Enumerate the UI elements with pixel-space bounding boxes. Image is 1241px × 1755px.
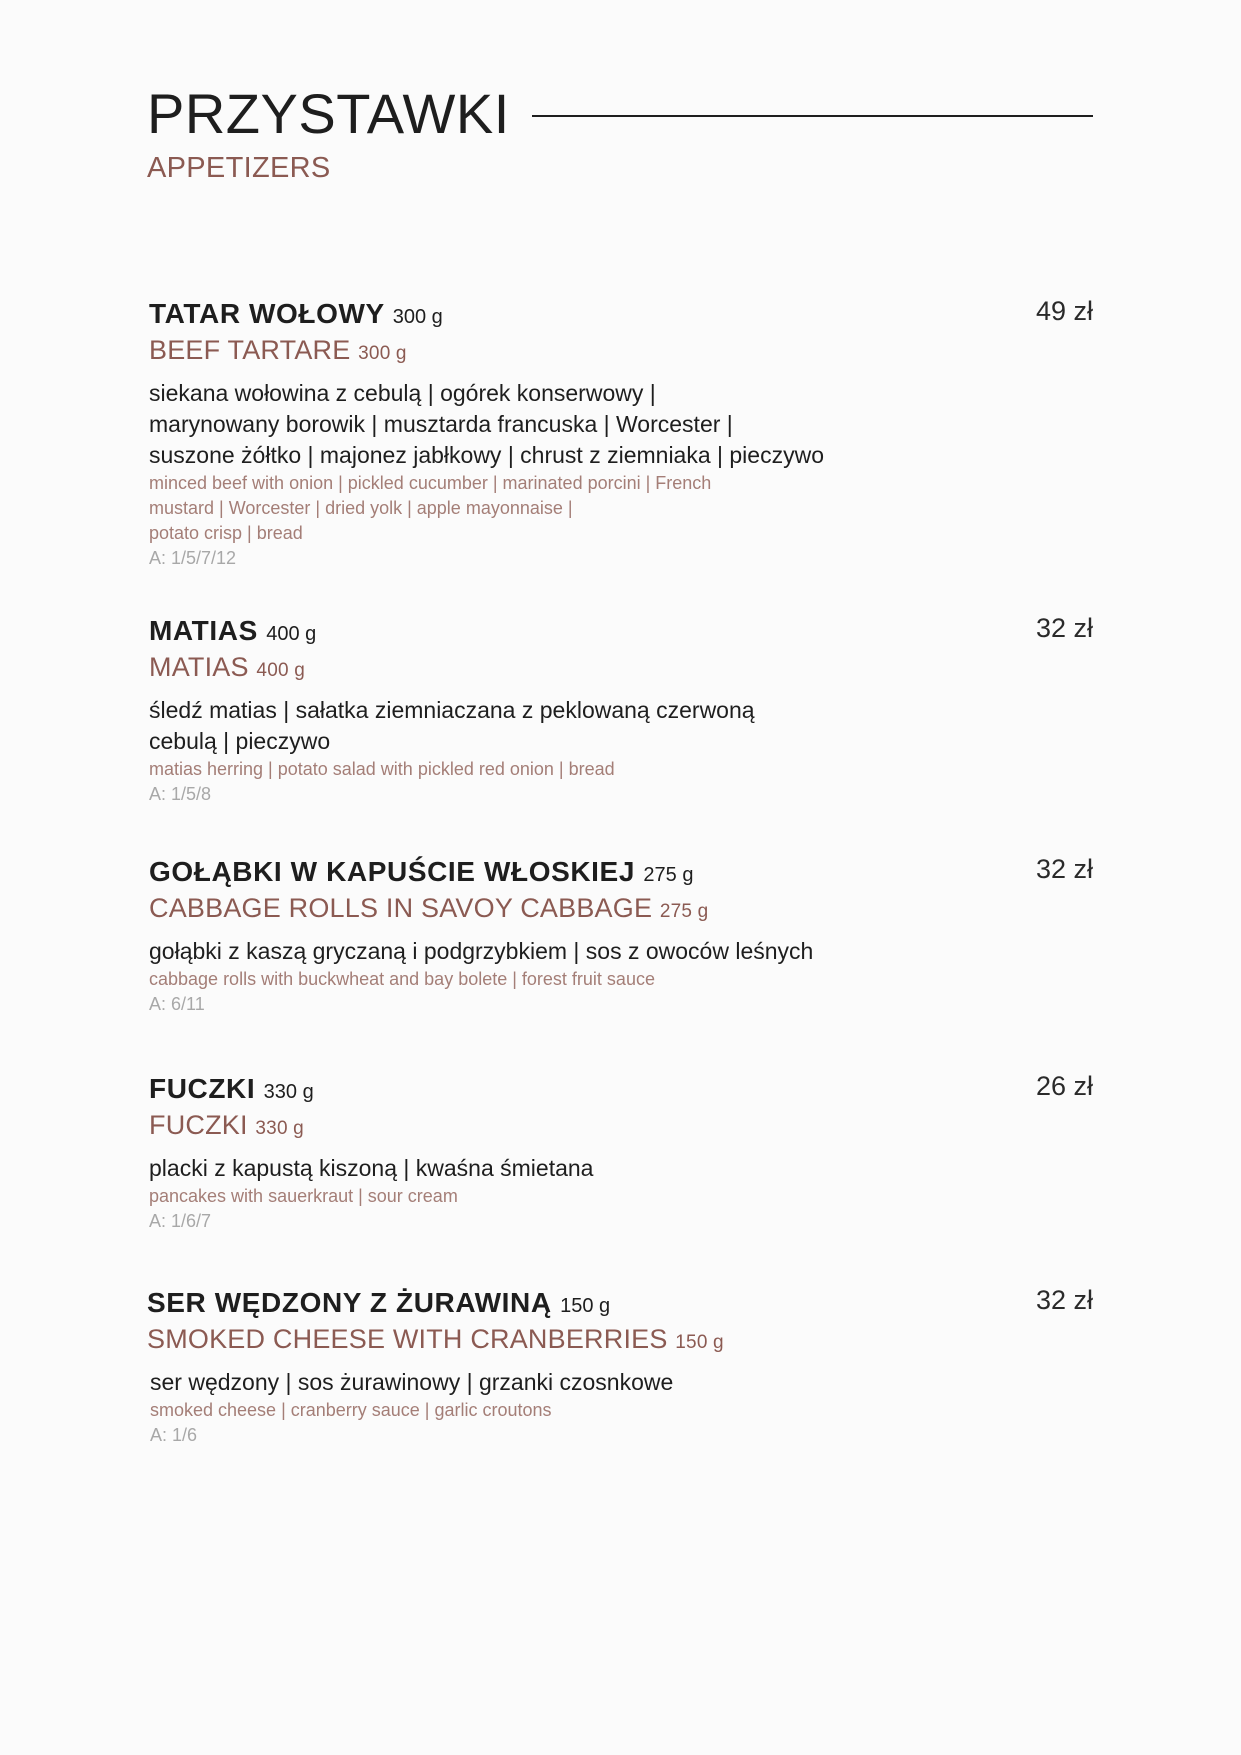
- dish-price: 32 zł: [1035, 1285, 1093, 1315]
- description-line: pancakes with sauerkraut | sour cream: [149, 1186, 458, 1206]
- menu-item: [149, 1073, 1093, 1234]
- dish-name-pl: [147, 1287, 610, 1319]
- dish-name-en: [149, 1110, 1093, 1141]
- dish-weight: 150 g: [560, 1295, 611, 1317]
- dish-name-pl: [149, 298, 443, 330]
- dish-description-en: [149, 471, 769, 546]
- dish-description-pl: [149, 695, 849, 757]
- description-line: gołąbki z kaszą gryczaną i podgrzybkiem | sos z owoców leśnych: [149, 938, 814, 964]
- dish-weight-en: 150 g: [675, 1332, 724, 1353]
- dish-weight-en: 275 g: [659, 901, 709, 922]
- dish-description-en: [149, 1184, 769, 1209]
- description-line: smoked cheese | cranberry sauce | garlic croutons: [150, 1400, 552, 1420]
- dish-price: 26 zł: [1035, 1071, 1093, 1101]
- dish-allergens: A: 1/6: [150, 1425, 198, 1445]
- dish-name-pl-text: MATIAS: [149, 615, 258, 646]
- dish-description-pl: [149, 378, 849, 471]
- description-line: mustard | Worcester | dried yolk | apple mayonnaise |: [149, 498, 573, 518]
- dish-name-pl-text: SER WĘDZONY Z ŻURAWINĄ: [147, 1287, 552, 1318]
- dish-weight: 330 g: [263, 1081, 314, 1103]
- dish-name-en-text: BEEF TARTARE: [149, 335, 351, 365]
- dish-name-en-text: FUCZKI: [149, 1110, 248, 1140]
- description-line: marynowany borowik | musztarda francuska | Worcester |: [149, 411, 733, 437]
- description-line: potato crisp | bread: [149, 523, 303, 543]
- dish-name-pl-text: FUCZKI: [149, 1073, 256, 1104]
- dish-weight: 300 g: [392, 306, 443, 328]
- dish-name-pl-text: TATAR WOŁOWY: [149, 298, 385, 329]
- description-line: siekana wołowina z cebulą | ogórek konserwowy |: [149, 380, 656, 406]
- dish-name-en-text: SMOKED CHEESE WITH CRANBERRIES: [147, 1324, 668, 1354]
- menu-item: [149, 856, 1093, 1017]
- section-title: PRZYSTAWKI: [147, 82, 510, 145]
- dish-description-pl: [149, 1153, 849, 1184]
- description-line: minced beef with onion | pickled cucumber | marinated porcini | French: [149, 473, 712, 493]
- dish-description-pl: [150, 1367, 850, 1398]
- section-header: [147, 82, 1093, 185]
- dish-allergens: A: 1/5/7/12: [149, 548, 237, 568]
- menu-item: [149, 298, 1093, 571]
- description-line: placki z kapustą kiszoną | kwaśna śmietana: [149, 1155, 594, 1181]
- description-line: cebulą | pieczywo: [149, 728, 331, 754]
- dish-name-en: [149, 893, 1093, 924]
- dish-name-en: [147, 1324, 1093, 1355]
- dish-allergens: A: 1/5/8: [149, 784, 212, 804]
- description-line: cabbage rolls with buckwheat and bay bolete | forest fruit sauce: [149, 969, 655, 989]
- dish-name-pl: [149, 856, 693, 888]
- dish-name-en: [149, 335, 1093, 366]
- description-line: ser wędzony | sos żurawinowy | grzanki czosnkowe: [150, 1369, 674, 1395]
- dish-name-pl: [149, 615, 316, 647]
- dish-weight-en: 400 g: [256, 660, 305, 681]
- dish-name-en: [149, 652, 1093, 683]
- dish-description-pl: [149, 936, 849, 967]
- dish-name-en-text: MATIAS: [149, 652, 249, 682]
- description-line: śledź matias | sałatka ziemniaczana z peklowaną czerwoną: [149, 697, 755, 723]
- dish-description-en: [149, 967, 769, 992]
- menu-item: [147, 1287, 1093, 1448]
- section-subtitle: APPETIZERS: [147, 152, 331, 184]
- dish-weight-en: 300 g: [358, 343, 407, 364]
- dish-price: 49 zł: [1035, 296, 1093, 326]
- dish-weight-en: 330 g: [255, 1118, 304, 1139]
- title-divider: [532, 115, 1093, 117]
- dish-price: 32 zł: [1035, 613, 1093, 643]
- description-line: suszone żółtko | majonez jabłkowy | chrust z ziemniaka | pieczywo: [149, 442, 824, 468]
- dish-description-en: [149, 757, 769, 782]
- dish-price: 32 zł: [1035, 854, 1093, 884]
- dish-weight: 275 g: [643, 864, 694, 886]
- dish-name-en-text: CABBAGE ROLLS IN SAVOY CABBAGE: [149, 893, 653, 923]
- dish-name-pl: [149, 1073, 314, 1105]
- title-row: [147, 82, 1093, 146]
- dish-allergens: A: 6/11: [149, 994, 205, 1014]
- dish-name-pl-text: GOŁĄBKI W KAPUŚCIE WŁOSKIEJ: [149, 856, 635, 887]
- menu-item: [149, 615, 1093, 807]
- dish-weight: 400 g: [266, 623, 317, 645]
- description-line: matias herring | potato salad with pickled red onion | bread: [149, 759, 615, 779]
- dish-allergens: A: 1/6/7: [149, 1211, 212, 1231]
- dish-description-en: [150, 1398, 770, 1423]
